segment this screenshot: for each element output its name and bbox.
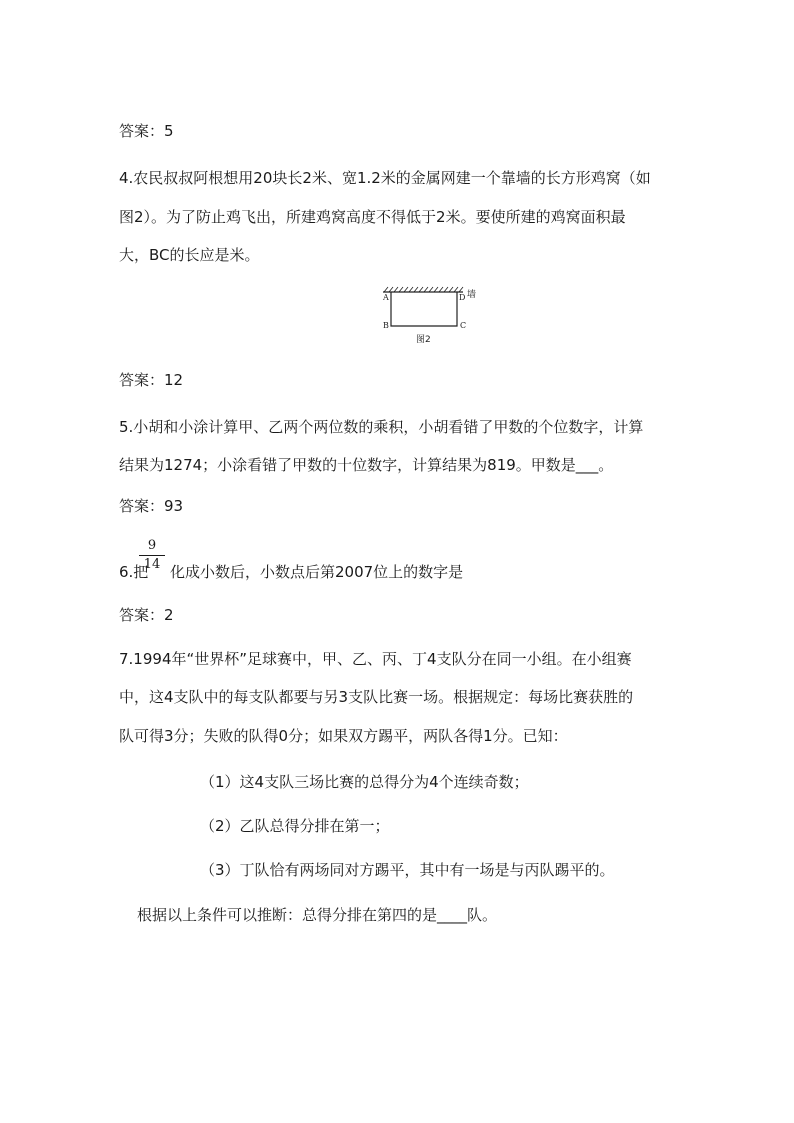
condition-2: （2）乙队总得分排在第一； xyxy=(200,817,390,835)
label-b: B xyxy=(383,321,389,330)
question-5-line-2: 结果为1274；小涂看错了甲数的十位数字，计算结果为819。甲数是___。 xyxy=(119,456,614,474)
question-6-prefix: 6.把 xyxy=(119,563,149,581)
fraction-nine-fourteenths xyxy=(135,538,169,573)
chicken-coop-figure xyxy=(375,283,495,349)
question-7-line-3: 队可得3分；失败的队得0分；如果双方踢平，两队各得1分。已知： xyxy=(119,727,568,745)
label-a: A xyxy=(383,293,389,302)
fraction-denominator: 14 xyxy=(143,557,161,572)
answer-3: 答案：5 xyxy=(119,122,174,140)
label-c: C xyxy=(460,321,467,330)
answer-6: 答案：2 xyxy=(119,606,174,624)
question-7-line-1: 7.1994年“世界杯”足球赛中，甲、乙、丙、丁4支队分在同一小组。在小组赛 xyxy=(119,650,632,668)
question-4-line-3: 大，BC的长应是米。 xyxy=(119,246,260,264)
condition-1: （1）这4支队三场比赛的总得分为4个连续奇数； xyxy=(200,773,529,791)
question-4-line-1: 4.农民叔叔阿根想用20块长2米、宽1.2米的金属网建一个靠墙的长方形鸡窝（如 xyxy=(119,169,651,187)
fraction-bar xyxy=(139,555,165,556)
question-6-suffix: 化成小数后，小数点后第2007位上的数字是 xyxy=(170,563,464,581)
question-7-line-2: 中，这4支队中的每支队都要与另3支队比赛一场。根据规定：每场比赛获胜的 xyxy=(119,688,634,706)
label-d: D xyxy=(459,293,466,302)
figure-caption: 图2 xyxy=(416,335,431,345)
answer-4: 答案：12 xyxy=(119,371,184,389)
answer-5: 答案：93 xyxy=(119,497,184,515)
condition-3: （3）丁队恰有两场同对方踢平，其中有一场是与丙队踢平的。 xyxy=(200,861,615,879)
question-4-line-2: 图2）。为了防止鸡飞出，所建鸡窝高度不得低于2米。要使所建的鸡窝面积最 xyxy=(119,208,626,226)
question-5-line-1: 5.小胡和小涂计算甲、乙两个两位数的乘积，小胡看错了甲数的个位数字，计算 xyxy=(119,418,644,436)
label-wall: 墙 xyxy=(467,290,477,300)
fraction-numerator: 9 xyxy=(147,538,157,553)
question-7-conclusion: 根据以上条件可以推断：总得分排在第四的是____队。 xyxy=(137,906,498,924)
